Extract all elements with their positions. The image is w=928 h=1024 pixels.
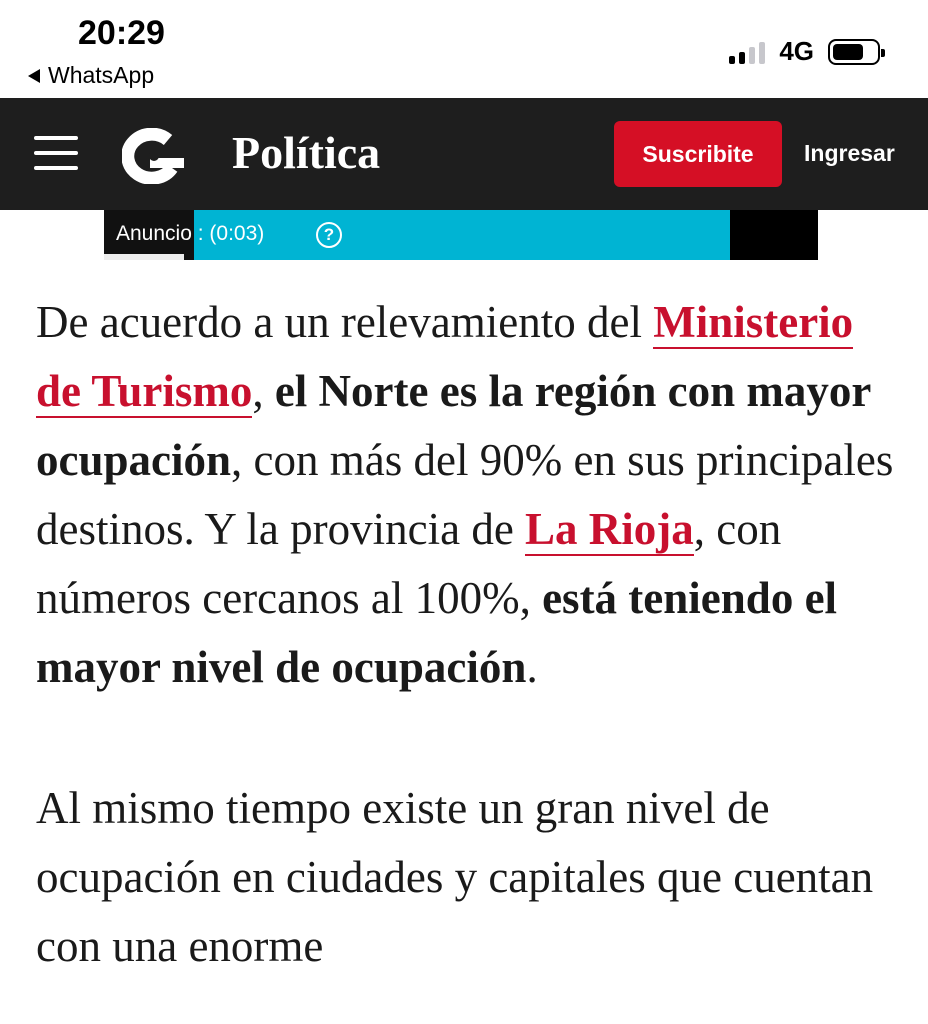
- paragraph-bold-text: el Norte es la región con mayor ocupación: [36, 366, 871, 485]
- paragraph-text: De acuerdo a un relevamiento del: [36, 297, 654, 347]
- paragraph-text: ,: [252, 366, 275, 416]
- subscribe-button[interactable]: Suscribite: [614, 121, 782, 187]
- ad-side-panel: [730, 210, 818, 260]
- cellular-signal-icon: [729, 40, 765, 64]
- status-time: 20:29: [78, 14, 165, 52]
- back-to-app-link[interactable]: [28, 62, 154, 89]
- ad-thumbnail-strip: [104, 254, 184, 260]
- section-title[interactable]: Política: [232, 127, 381, 178]
- network-type: 4G: [779, 36, 814, 66]
- ad-help-icon[interactable]: ?: [316, 222, 342, 248]
- paragraph-text: .: [526, 642, 538, 692]
- article-paragraph: [36, 288, 896, 702]
- login-link[interactable]: Ingresar: [804, 140, 895, 166]
- ad-label: Anuncio : (0:03): [116, 222, 265, 245]
- article-paragraph: Al mismo tiempo existe un gran nivel de ocupación en ciudades y capitales que cuentan con una enorme: [36, 783, 874, 971]
- site-header: [0, 98, 928, 210]
- status-indicators: [729, 36, 880, 67]
- paragraph-bold-text: está teniendo el mayor nivel de ocupación: [36, 573, 838, 692]
- back-app-label: WhatsApp: [48, 62, 155, 88]
- paragraph-text: , con más del 90% en sus principales destinos. Y la provincia de: [36, 435, 894, 554]
- video-ad-banner[interactable]: [104, 210, 818, 260]
- back-arrow-icon: [28, 69, 40, 83]
- site-logo-icon[interactable]: [122, 128, 186, 184]
- link-la-rioja[interactable]: La Rioja: [525, 504, 694, 554]
- battery-icon: [828, 39, 880, 65]
- status-bar: [0, 0, 928, 98]
- link-ministerio-de-turismo[interactable]: Ministerio de Turismo: [36, 297, 854, 416]
- menu-icon[interactable]: [34, 136, 78, 170]
- paragraph-text: , con números cercanos al 100%,: [36, 504, 782, 623]
- article-body: [36, 288, 896, 981]
